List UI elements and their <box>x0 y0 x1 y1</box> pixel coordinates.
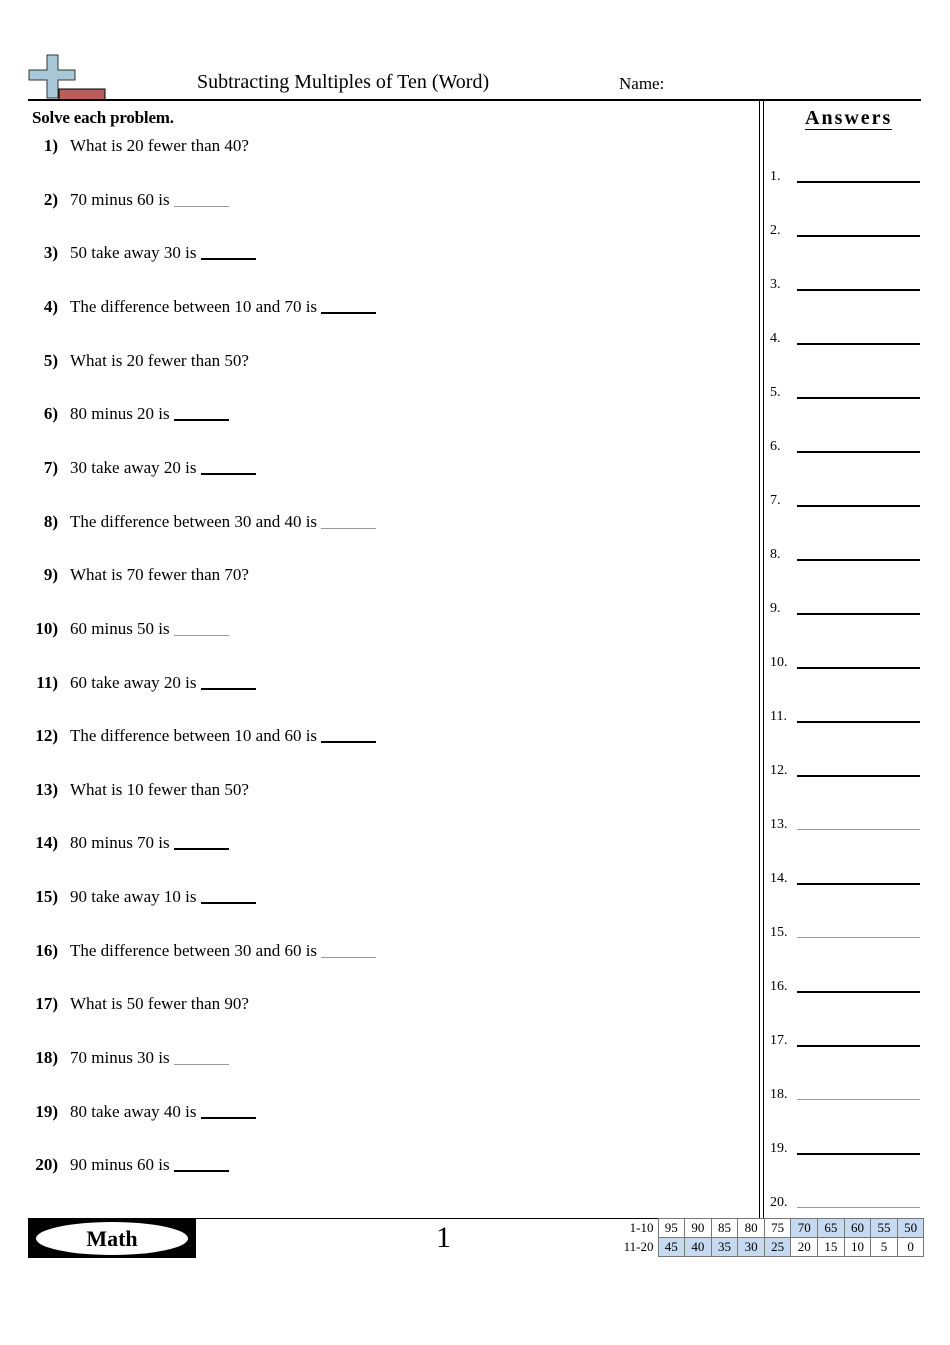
answer-number: 13. <box>770 817 788 832</box>
problem-text-wrap <box>70 887 256 907</box>
column-divider <box>763 101 764 1218</box>
answer-item <box>770 709 920 729</box>
problem-number: 9) <box>43 565 58 585</box>
problem-text-wrap <box>70 190 229 210</box>
answer-blank[interactable] <box>174 1064 229 1065</box>
answer-number: 7. <box>770 493 781 508</box>
answer-item <box>770 277 920 297</box>
problem-text-wrap <box>70 243 256 263</box>
answer-item <box>770 439 920 459</box>
answer-number: 10. <box>770 655 788 670</box>
answer-line[interactable] <box>797 559 920 561</box>
answer-number: 16. <box>770 979 788 994</box>
problem-number: 2) <box>43 189 58 209</box>
problem-text: What is 20 fewer than 40? <box>70 136 249 155</box>
answer-line[interactable] <box>797 289 920 291</box>
math-badge <box>28 1219 196 1258</box>
problem-number: 20) <box>35 1155 58 1175</box>
instructions: Solve each problem. <box>32 108 174 127</box>
problem-text: The difference between 10 and 70 is <box>70 296 318 316</box>
problem-text: 90 minus 60 is <box>70 1155 170 1175</box>
answer-item <box>770 871 920 891</box>
answer-blank[interactable] <box>201 258 256 260</box>
answer-number: 14. <box>770 871 788 886</box>
score-cell: 65 <box>818 1219 845 1238</box>
problem-number: 14) <box>35 833 58 853</box>
answer-line[interactable] <box>797 775 920 777</box>
answer-line[interactable] <box>797 397 920 399</box>
problem-text-wrap <box>70 780 249 800</box>
problem-number: 8) <box>43 511 58 531</box>
problem-text: What is 70 fewer than 70? <box>70 565 249 585</box>
answer-line[interactable] <box>797 829 920 830</box>
answers-title: Answers <box>805 107 893 129</box>
problem-text: What is 50 fewer than 90? <box>70 994 249 1014</box>
answer-item <box>770 601 920 621</box>
answer-line[interactable] <box>797 721 920 723</box>
answer-line[interactable] <box>797 1207 920 1208</box>
problem-text: 90 take away 10 is <box>70 887 197 907</box>
score-row <box>616 1238 924 1257</box>
score-cell: 60 <box>844 1219 871 1238</box>
answer-blank[interactable] <box>321 741 376 743</box>
answer-blank[interactable] <box>201 902 256 904</box>
answer-line[interactable] <box>797 667 920 669</box>
answer-line[interactable] <box>797 451 920 453</box>
problem-text-wrap <box>70 404 229 424</box>
answer-number: 19. <box>770 1141 788 1156</box>
answer-blank[interactable] <box>321 312 376 314</box>
answer-item <box>770 1087 920 1107</box>
answer-blank[interactable] <box>201 688 256 690</box>
problem-text-wrap <box>70 458 256 478</box>
score-cell: 75 <box>764 1219 791 1238</box>
score-cell: 20 <box>791 1238 818 1257</box>
score-row-label: 11-20 <box>623 1239 654 1254</box>
score-cell: 95 <box>658 1219 685 1238</box>
answer-blank[interactable] <box>174 635 229 636</box>
problem-text: What is 10 fewer than 50? <box>70 779 249 799</box>
problem-number: 18) <box>35 1048 58 1068</box>
answer-number: 5. <box>770 385 781 400</box>
page-number: 1 <box>436 1221 451 1254</box>
answer-number: 1. <box>770 169 781 184</box>
score-cell: 30 <box>738 1238 765 1257</box>
answer-line[interactable] <box>797 505 920 507</box>
score-cell: 15 <box>818 1238 845 1257</box>
problem-number: 5) <box>43 350 58 370</box>
answer-item <box>770 1033 920 1053</box>
answer-item <box>770 223 920 243</box>
answer-item <box>770 331 920 351</box>
problem-text-wrap <box>70 351 249 371</box>
header-rule <box>28 99 921 101</box>
score-cell: 70 <box>791 1219 818 1238</box>
problem-text-wrap <box>70 297 376 317</box>
answer-blank[interactable] <box>201 1117 256 1119</box>
answer-item <box>770 979 920 999</box>
problem-number: 7) <box>43 457 58 477</box>
answer-line[interactable] <box>797 937 920 938</box>
answer-item <box>770 817 920 837</box>
answer-line[interactable] <box>797 883 920 885</box>
problem-number: 15) <box>35 887 58 907</box>
problem-number: 11) <box>36 672 58 692</box>
math-logo-icon <box>28 54 106 100</box>
answer-number: 3. <box>770 277 781 292</box>
answer-item <box>770 385 920 405</box>
answer-number: 9. <box>770 601 781 616</box>
score-cell: 0 <box>897 1238 924 1257</box>
problem-text-wrap <box>70 619 229 639</box>
answer-item <box>770 493 920 513</box>
score-cell: 80 <box>738 1219 765 1238</box>
problem-number: 6) <box>43 404 58 424</box>
score-cell: 35 <box>711 1238 738 1257</box>
problem-text: 60 minus 50 is <box>70 618 170 638</box>
problem-number: 13) <box>35 779 58 799</box>
answer-number: 18. <box>770 1087 788 1102</box>
score-cell: 50 <box>897 1219 924 1238</box>
score-cell: 45 <box>658 1238 685 1257</box>
score-row <box>616 1219 924 1238</box>
answer-item <box>770 1195 920 1215</box>
problem-text: 80 take away 40 is <box>70 1101 197 1121</box>
answer-number: 4. <box>770 331 781 346</box>
problem-number: 10) <box>35 618 58 638</box>
problem-text: What is 20 fewer than 50? <box>70 350 249 370</box>
answer-blank[interactable] <box>174 1170 229 1172</box>
problem-text: 60 take away 20 is <box>70 672 197 692</box>
answer-item <box>770 169 920 189</box>
answer-number: 12. <box>770 763 788 778</box>
problem-number: 17) <box>35 994 58 1014</box>
score-cell: 55 <box>871 1219 898 1238</box>
answer-blank[interactable] <box>201 473 256 475</box>
problem-text-wrap <box>70 994 249 1014</box>
name-label: Name: <box>619 74 665 93</box>
answer-line[interactable] <box>797 343 920 345</box>
problem-text-wrap <box>70 136 249 156</box>
answer-item <box>770 925 920 945</box>
problem-text-wrap <box>70 565 249 585</box>
score-cell: 25 <box>764 1238 791 1257</box>
problem-number: 4) <box>43 296 58 316</box>
problem-number: 16) <box>35 940 58 960</box>
problem-text-wrap <box>70 941 376 961</box>
answer-number: 8. <box>770 547 781 562</box>
score-cell: 40 <box>685 1238 712 1257</box>
answer-number: 17. <box>770 1033 788 1048</box>
answer-blank[interactable] <box>321 528 376 529</box>
answer-item <box>770 1141 920 1161</box>
score-cell: 90 <box>685 1219 712 1238</box>
problem-number: 3) <box>43 243 58 263</box>
problem-number: 12) <box>35 726 58 746</box>
answer-line[interactable] <box>797 235 920 237</box>
problem-text-wrap <box>70 833 229 853</box>
problem-text: 70 minus 30 is <box>70 1048 170 1068</box>
math-badge-label: Math <box>36 1222 188 1255</box>
problem-text-wrap <box>70 673 256 693</box>
answer-number: 15. <box>770 925 788 940</box>
answer-item <box>770 655 920 675</box>
page-title: Subtracting Multiples of Ten (Word) <box>197 71 490 93</box>
answer-blank[interactable] <box>321 957 376 958</box>
score-row-label: 1-10 <box>629 1220 654 1235</box>
answer-line[interactable] <box>797 1045 920 1047</box>
score-cell: 85 <box>711 1219 738 1238</box>
answer-number: 11. <box>770 709 787 724</box>
score-cell: 10 <box>844 1238 871 1257</box>
answer-number: 6. <box>770 439 781 454</box>
problem-text-wrap <box>70 726 376 746</box>
problem-text: 50 take away 30 is <box>70 243 197 263</box>
answer-item <box>770 547 920 567</box>
problem-text: The difference between 30 and 60 is <box>70 940 318 960</box>
answer-line[interactable] <box>797 1099 920 1100</box>
score-table <box>616 1218 924 1257</box>
answer-line[interactable] <box>797 991 920 993</box>
answer-item <box>770 763 920 783</box>
answer-line[interactable] <box>797 613 920 615</box>
answer-number: 20. <box>770 1195 788 1210</box>
answer-line[interactable] <box>797 1153 920 1155</box>
problem-text-wrap <box>70 1102 256 1122</box>
problem-text: 70 minus 60 is <box>70 189 170 209</box>
problem-text-wrap <box>70 1048 229 1068</box>
answer-blank[interactable] <box>174 206 229 207</box>
problem-text-wrap <box>70 1155 229 1175</box>
column-divider <box>759 101 760 1218</box>
answer-line[interactable] <box>797 181 920 183</box>
problem-text-wrap <box>70 512 376 532</box>
problem-text: 30 take away 20 is <box>70 457 197 477</box>
problem-text: The difference between 10 and 60 is <box>70 726 318 746</box>
problem-number: 1) <box>43 136 58 155</box>
problem-text: 80 minus 70 is <box>70 833 170 853</box>
problem-text: 80 minus 20 is <box>70 404 170 424</box>
answer-blank[interactable] <box>174 419 229 421</box>
answer-blank[interactable] <box>174 848 229 850</box>
problem-text: The difference between 30 and 40 is <box>70 511 318 531</box>
footer-rule <box>196 1218 658 1219</box>
score-cell: 5 <box>871 1238 898 1257</box>
problem-number: 19) <box>35 1101 58 1121</box>
answer-number: 2. <box>770 223 781 238</box>
